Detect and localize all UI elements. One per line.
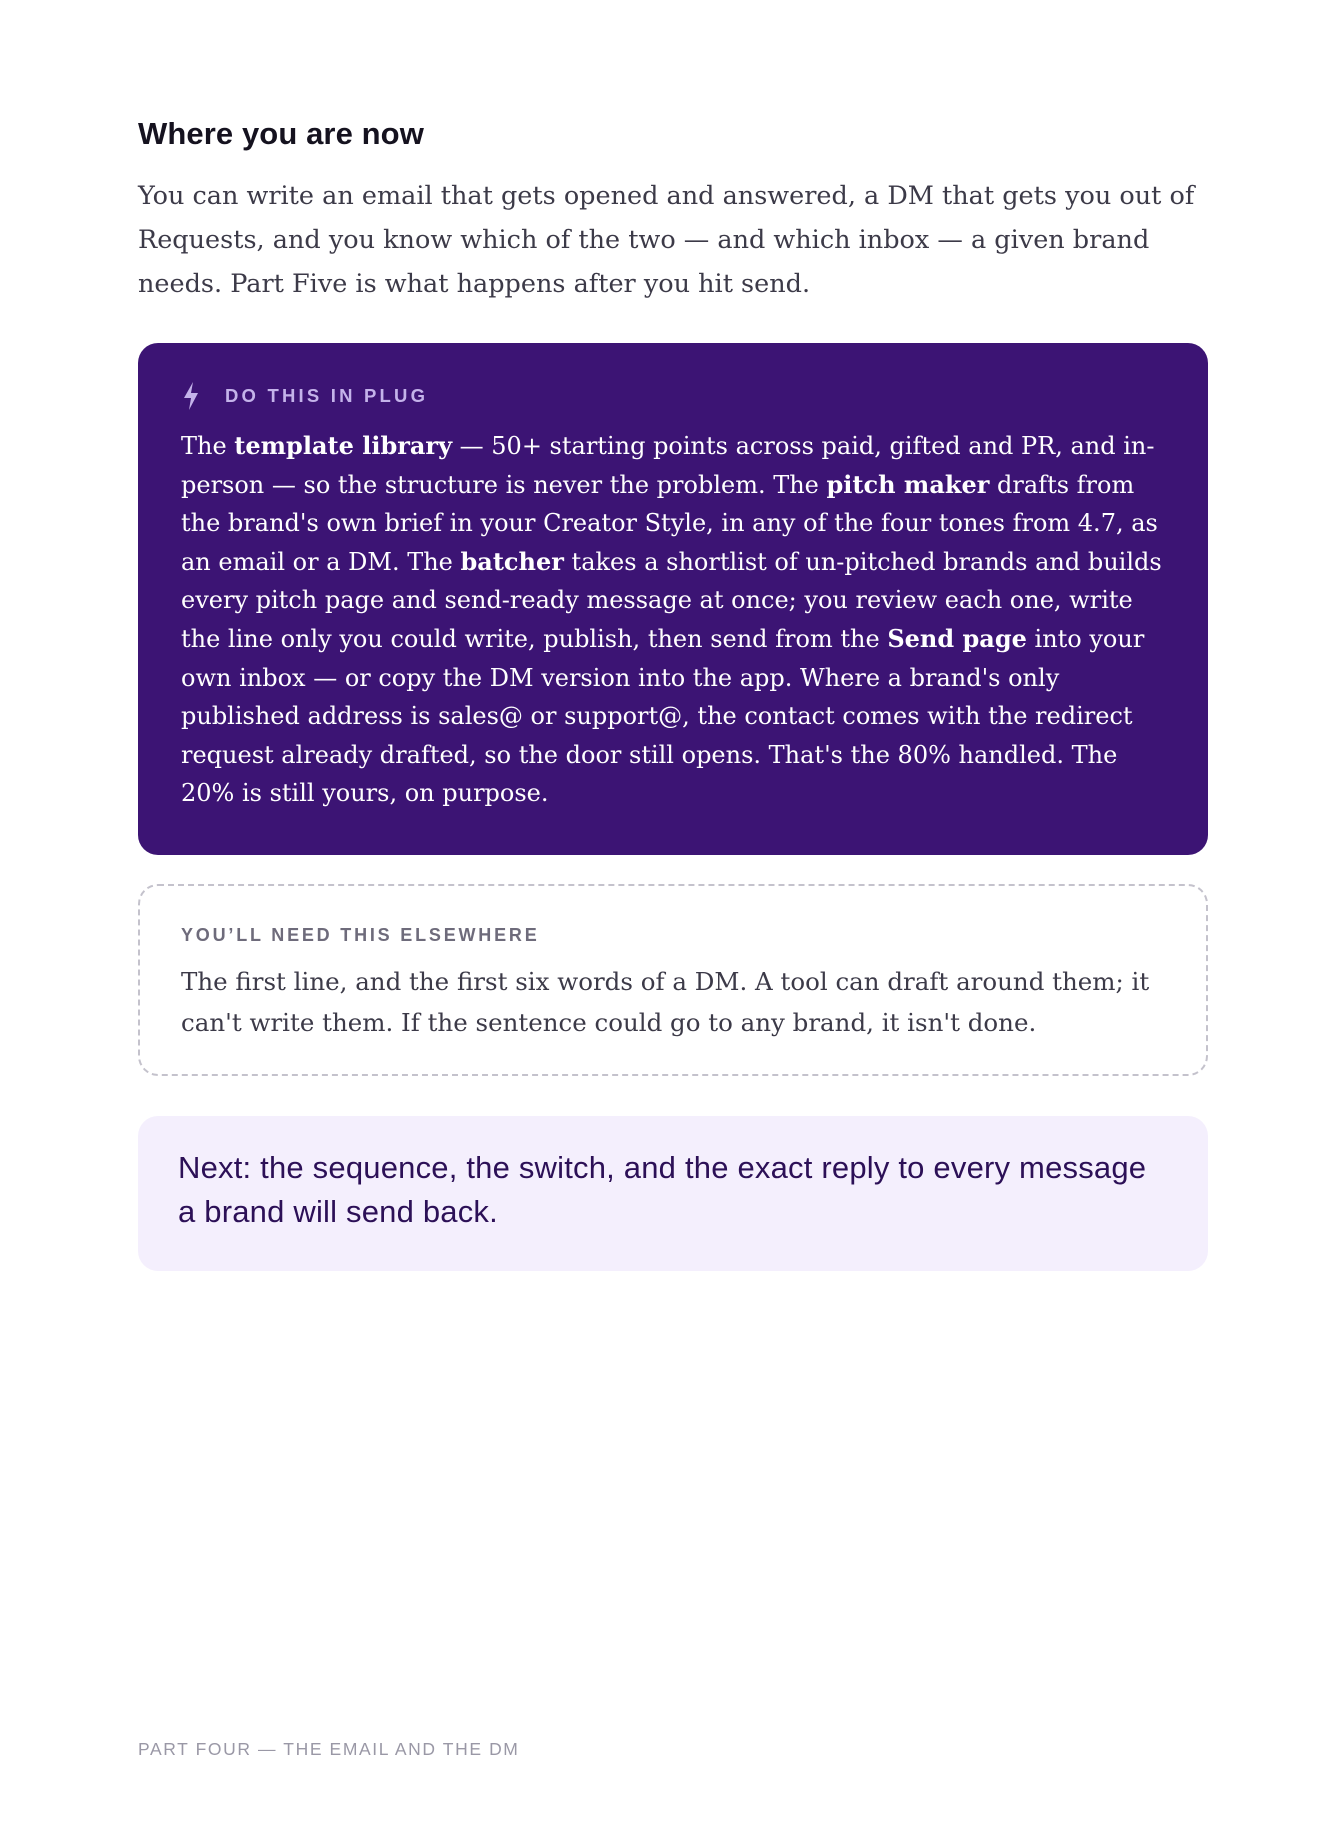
callout-text-segment: drafts from the brand's own brief in your Creator Style, in any of the four tones from 4.7, as an email or a DM. The xyxy=(181,470,1158,576)
callout-label: DO THIS IN PLUG xyxy=(225,385,429,406)
template-library-term: template library xyxy=(234,431,453,460)
callout-text-segment: — 50+ starting points across paid, gifted and PR, and in-person — so the structure is never the problem. The xyxy=(181,432,1155,499)
batcher-term: batcher xyxy=(460,546,564,576)
next-text: Next: the sequence, the switch, and the exact reply to every message a brand will send back. xyxy=(178,1150,1147,1229)
elsewhere-label: YOU’LL NEED THIS ELSEWHERE xyxy=(181,925,540,945)
elsewhere-callout xyxy=(138,884,1208,1076)
intro-paragraph: You can write an email that gets opened and answered, a DM that gets you out of Requests, and you know which of the two — and which inbox — a given brand needs. Part Five is what happens after you hit send. xyxy=(138,181,1195,299)
section-heading: Where you are now xyxy=(138,116,424,151)
page-footer: PART FOUR — THE EMAIL AND THE DM xyxy=(138,1739,520,1759)
send-page-term: Send page xyxy=(887,623,1027,653)
pitch-maker-term: pitch maker xyxy=(826,469,990,499)
callout-body xyxy=(181,427,1166,813)
lightning-bolt-icon xyxy=(181,381,201,411)
callout-text-segment: into your own inbox — or copy the DM version into the app. Where a brand's only published address is sales@ or support@, the contact comes with the redirect request already drafted, so the door still opens. That's the 80% handled. The 20% is still yours, on purpose. xyxy=(181,624,1145,808)
callout-text-segment: The xyxy=(181,432,235,460)
callout-label-row xyxy=(181,379,1166,413)
next-callout xyxy=(138,1116,1208,1271)
elsewhere-text: The first line, and the first six words of a DM. A tool can draft around them; it can't write them. If the sentence could go to any brand, it isn't done. xyxy=(181,967,1150,1037)
do-this-in-plug-callout xyxy=(138,343,1208,855)
page xyxy=(138,0,1208,1824)
callout-text-segment: takes a shortlist of un-pitched brands and builds every pitch page and send-ready message at once; you review each one, write the line only you could write, publish, then send from the xyxy=(181,547,1162,653)
